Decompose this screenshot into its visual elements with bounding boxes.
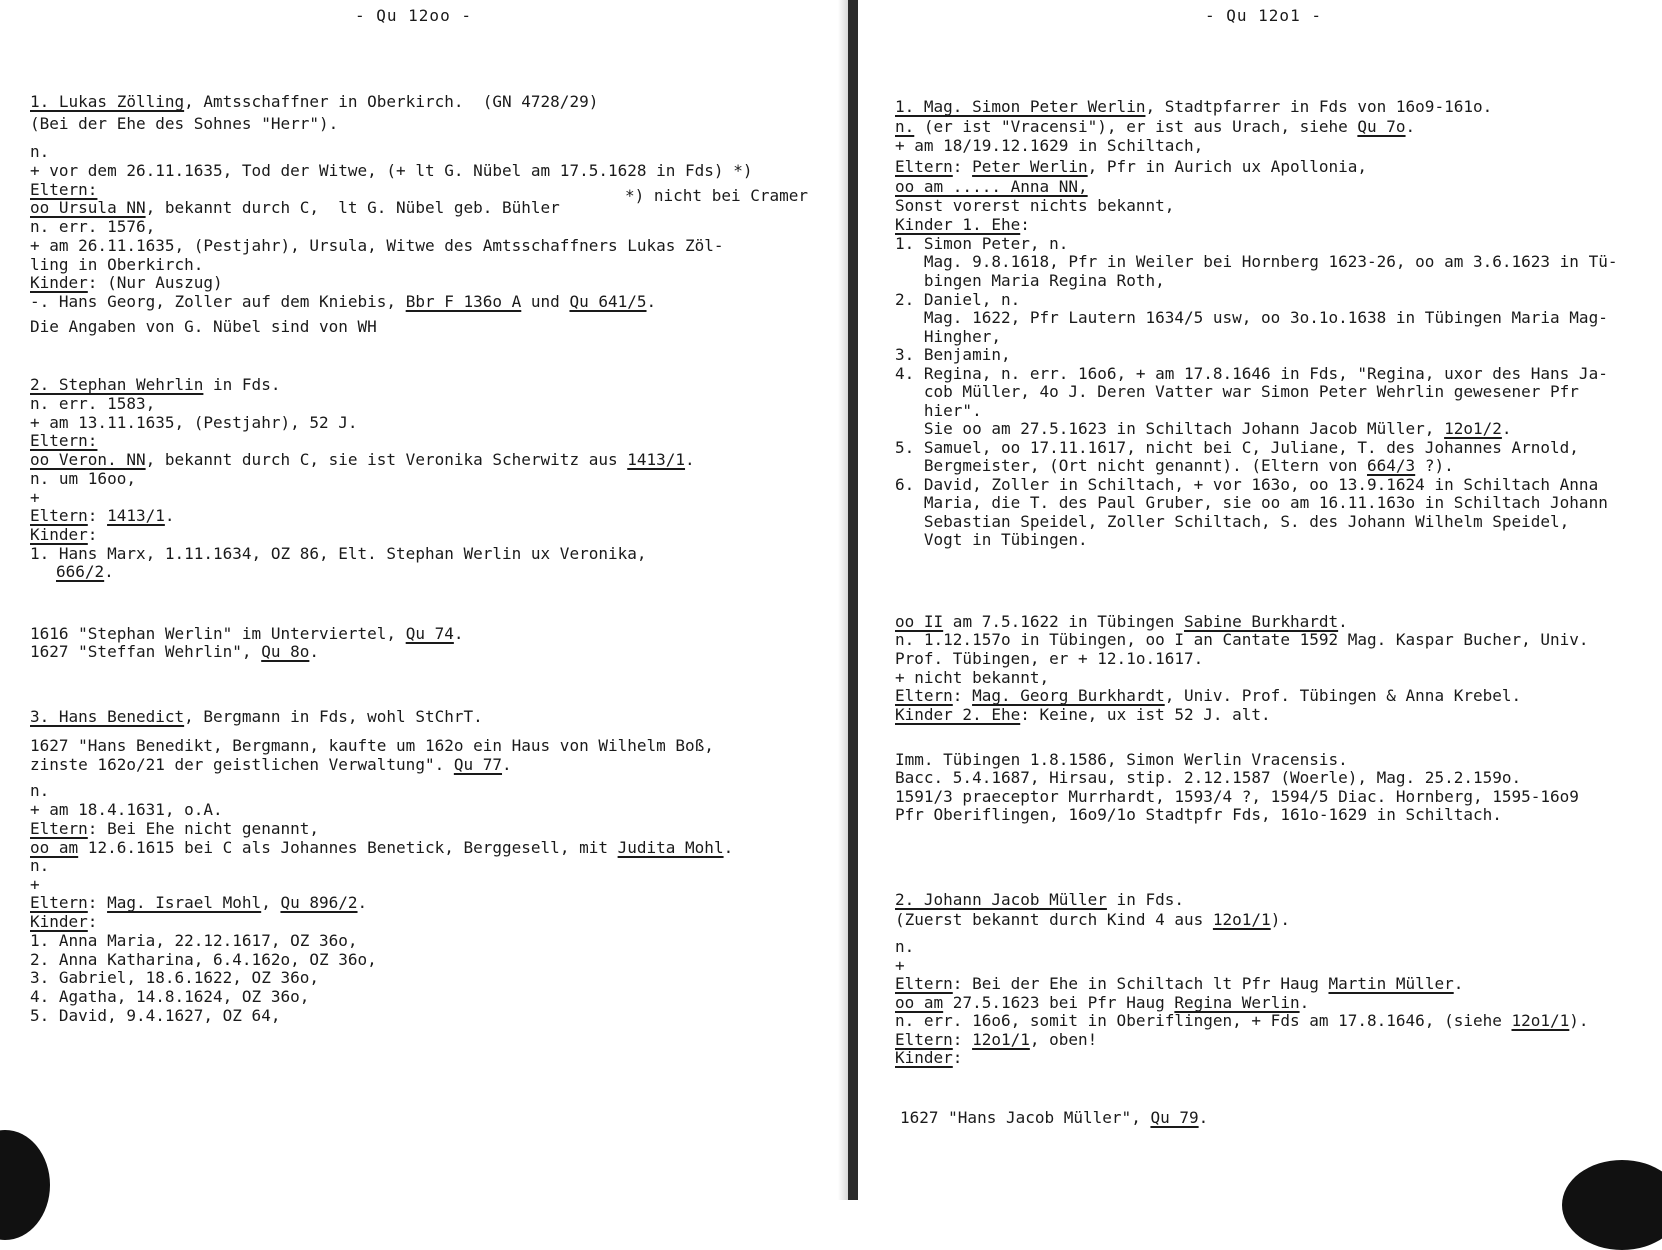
text-line: n. um 16oo, (30, 469, 136, 488)
text-line: oo Veron. NN, bekannt durch C, sie ist Veronika Scherwitz aus 1413/1. (30, 450, 695, 469)
list-item: 5. David, 9.4.1627, OZ 64, (30, 1006, 281, 1025)
eltern-label: Eltern: (30, 180, 98, 199)
left-page (0, 0, 850, 1200)
list-item: 3. Gabriel, 18.6.1622, OZ 36o, (30, 968, 319, 987)
list-item: 1. Simon Peter, n. (895, 234, 1069, 253)
entry-title-line: 3. Hans Benedict, Bergmann in Fds, wohl StChrT. (30, 707, 483, 726)
text-line: Prof. Tübingen, er + 12.1o.1617. (895, 649, 1204, 668)
text-line: Eltern: Peter Werlin, Pfr in Aurich ux Apollonia, (895, 157, 1368, 176)
text-line: zinste 162o/21 der geistlichen Verwaltung". Qu 77. (30, 755, 512, 774)
text-line: 1627 "Steffan Wehrlin", Qu 8o. (30, 642, 319, 661)
text-line: Kinder: (30, 912, 98, 931)
right-page (860, 0, 1662, 1200)
text-line: n. err. 16o6, somit in Oberiflingen, + Fds am 17.8.1646, (siehe 12o1/1). (895, 1011, 1589, 1030)
list-item: 4. Agatha, 14.8.1624, OZ 36o, (30, 987, 310, 1006)
page-header: - Qu 12o1 - (1205, 6, 1322, 25)
text-line: Eltern: Bei Ehe nicht genannt, (30, 819, 319, 838)
text-line: n. (30, 142, 50, 161)
list-item: Sebastian Speidel, Zoller Schiltach, S. des Johann Wilhelm Speidel, (895, 512, 1570, 531)
text-line: + nicht bekannt, (895, 668, 1050, 687)
text-line: Imm. Tübingen 1.8.1586, Simon Werlin Vracensis. (895, 750, 1348, 769)
text-line: ling in Oberkirch. (30, 255, 204, 274)
text-line: Kinder 1. Ehe: (895, 215, 1030, 234)
text-line: + am 26.11.1635, (Pestjahr), Ursula, Witwe des Amtsschaffners Lukas Zöl- (30, 236, 724, 255)
text-line: + am 18/19.12.1629 in Schiltach, (895, 136, 1204, 155)
text-line: 1616 "Stephan Werlin" im Unterviertel, Qu 74. (30, 624, 464, 643)
text-line: 1627 "Hans Jacob Müller", Qu 79. (900, 1108, 1209, 1127)
text-line: Pfr Oberiflingen, 16o9/1o Stadtpfr Fds, 161o-1629 in Schiltach. (895, 805, 1502, 824)
list-item: hier". (895, 401, 982, 420)
text-line: n. err. 1583, (30, 394, 156, 413)
text-line: 1591/3 praeceptor Murrhardt, 1593/4 ?, 1594/5 Diac. Hornberg, 1595-16o9 (895, 787, 1579, 806)
text-line: n. err. 1576, (30, 217, 156, 236)
text-line: (Zuerst bekannt durch Kind 4 aus 12o1/1). (895, 910, 1290, 929)
list-item: Mag. 1622, Pfr Lautern 1634/5 usw, oo 3o.1o.1638 in Tübingen Maria Mag- (895, 308, 1608, 327)
text-line: Eltern: Mag. Georg Burkhardt, Univ. Prof. Tübingen & Anna Krebel. (895, 686, 1522, 705)
text-line: Eltern: 1413/1. (30, 506, 175, 525)
text-line: -. Hans Georg, Zoller auf dem Kniebis, Bbr F 136o A und Qu 641/5. (30, 292, 657, 311)
text-line: (Bei der Ehe des Sohnes "Herr"). (30, 114, 339, 133)
text-line: oo am ..... Anna NN, (895, 177, 1088, 196)
list-item: Bergmeister, (Ort nicht genannt). (Eltern von 664/3 ?). (895, 456, 1454, 475)
text-line: n. (30, 781, 50, 800)
entry-title-line: 1. Mag. Simon Peter Werlin, Stadtpfarrer in Fds von 16o9-161o. (895, 97, 1493, 116)
list-item: Mag. 9.8.1618, Pfr in Weiler bei Hornberg 1623-26, oo am 3.6.1623 in Tü- (895, 252, 1618, 271)
list-item: Sie oo am 27.5.1623 in Schiltach Johann Jacob Müller, 12o1/2. (895, 419, 1512, 438)
text-line: n. (er ist "Vracensi"), er ist aus Urach, siehe Qu 7o. (895, 117, 1416, 136)
footnote: *) nicht bei Cramer (625, 186, 809, 205)
list-item: Hingher, (895, 327, 1001, 346)
text-line: n. 1.12.157o in Tübingen, oo I an Cantate 1592 Mag. Kaspar Bucher, Univ. (895, 630, 1589, 649)
text-line: oo am 12.6.1615 bei C als Johannes Benetick, Berggesell, mit Judita Mohl. (30, 838, 734, 857)
list-item: 6. David, Zoller in Schiltach, + vor 163o, oo 13.9.1624 in Schiltach Anna (895, 475, 1599, 494)
list-item: cob Müller, 4o J. Deren Vatter war Simon Peter Wehrlin gewesener Pfr (895, 382, 1579, 401)
eltern-label: Eltern: (30, 431, 98, 450)
text-line: Die Angaben von G. Nübel sind von WH (30, 317, 377, 336)
text-line: Eltern: 12o1/1, oben! (895, 1030, 1098, 1049)
list-item: 2. Daniel, n. (895, 290, 1021, 309)
list-item: Vogt in Tübingen. (895, 530, 1088, 549)
text-line: Kinder: (Nur Auszug) (30, 273, 223, 292)
list-item: 3. Benjamin, (895, 345, 1011, 364)
list-item: 4. Regina, n. err. 16o6, + am 17.8.1646 in Fds, "Regina, uxor des Hans Ja- (895, 364, 1608, 383)
list-item: bingen Maria Regina Roth, (895, 271, 1165, 290)
text-line: n. (895, 937, 915, 956)
text-line: oo am 27.5.1623 bei Pfr Haug Regina Werlin. (895, 993, 1310, 1012)
text-line: n. (30, 856, 50, 875)
text-line: Kinder 2. Ehe: Keine, ux ist 52 J. alt. (895, 705, 1271, 724)
list-item: 5. Samuel, oo 17.11.1617, nicht bei C, Juliane, T. des Johannes Arnold, (895, 438, 1579, 457)
text-line: 1627 "Hans Benedikt, Bergmann, kaufte um 162o ein Haus von Wilhelm Boß, (30, 736, 714, 755)
list-item: 2. Anna Katharina, 6.4.162o, OZ 36o, (30, 950, 377, 969)
text-line: Kinder: (895, 1048, 963, 1067)
text-line: + am 18.4.1631, o.A. (30, 800, 223, 819)
text-line: Eltern: Mag. Israel Mohl, Qu 896/2. (30, 893, 368, 912)
text-line: oo II am 7.5.1622 in Tübingen Sabine Burkhardt. (895, 612, 1348, 631)
text-line: Sonst vorerst nichts bekannt, (895, 196, 1175, 215)
text-line: Kinder: (30, 525, 98, 544)
text-line: 1. Hans Marx, 1.11.1634, OZ 86, Elt. Stephan Werlin ux Veronika, (30, 544, 647, 563)
text-line: oo Ursula NN, bekannt durch C, lt G. Nübel geb. Bühler (30, 198, 560, 217)
text-line: + (30, 488, 40, 507)
list-item: 1. Anna Maria, 22.12.1617, OZ 36o, (30, 931, 358, 950)
list-item: Maria, die T. des Paul Gruber, sie oo am 16.11.163o in Schiltach Johann (895, 493, 1608, 512)
entry-title-line: 2. Stephan Wehrlin in Fds. (30, 375, 281, 394)
text-line: + vor dem 26.11.1635, Tod der Witwe, (+ lt G. Nübel am 17.5.1628 in Fds) *) (30, 161, 753, 180)
text-line: + am 13.11.1635, (Pestjahr), 52 J. (30, 413, 358, 432)
text-line: + (30, 875, 40, 894)
entry-title-line: 2. Johann Jacob Müller in Fds. (895, 890, 1184, 909)
text-line: Bacc. 5.4.1687, Hirsau, stip. 2.12.1587 (Woerle), Mag. 25.2.159o. (895, 768, 1522, 787)
text-line: + (895, 956, 905, 975)
text-line: Eltern: Bei der Ehe in Schiltach lt Pfr Haug Martin Müller. (895, 974, 1464, 993)
text-line: 666/2. (56, 562, 114, 581)
page-header: - Qu 12oo - (355, 6, 472, 25)
entry-title-line: 1. Lukas Zölling, Amtsschaffner in Oberkirch. (GN 4728/29) (30, 92, 599, 111)
